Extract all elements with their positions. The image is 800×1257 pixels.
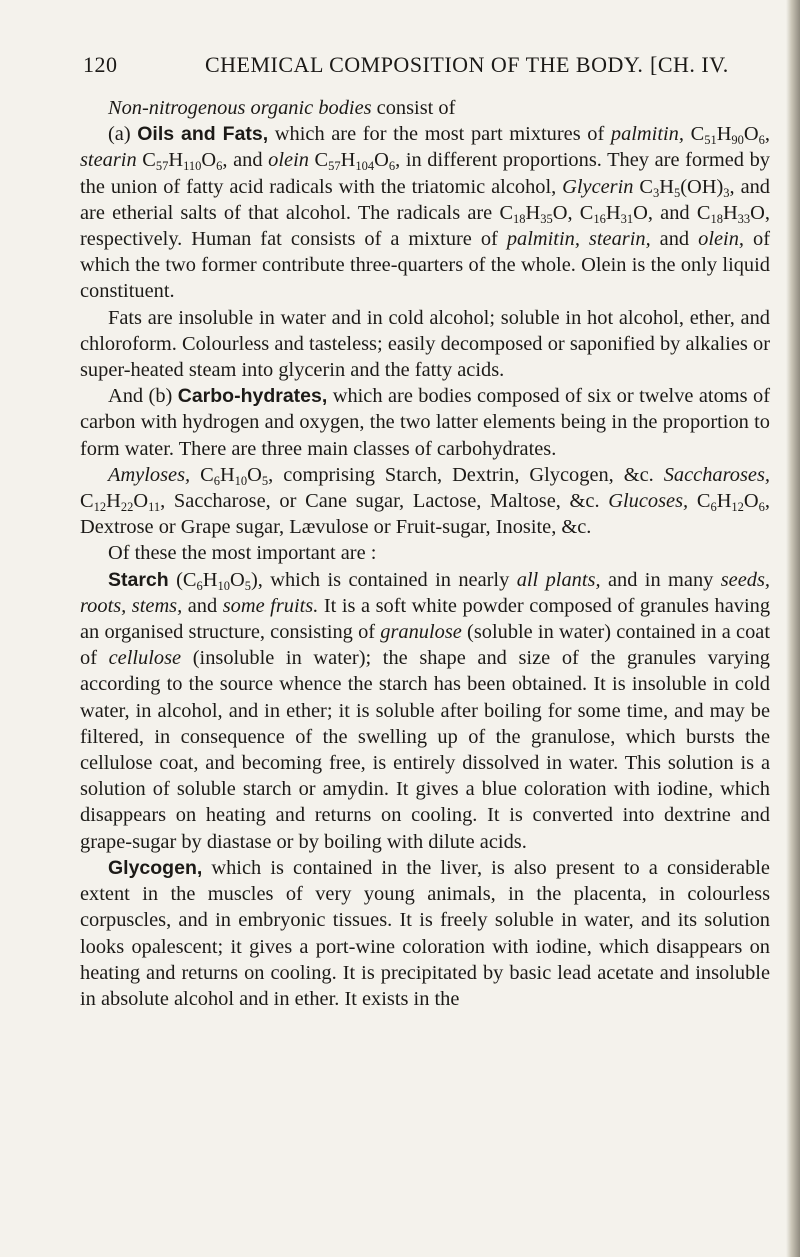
italic-run: stearin xyxy=(80,149,137,172)
text-run: (soluble in water) contained in a coat of xyxy=(80,621,770,670)
formula-subscript: 57 xyxy=(328,159,341,174)
text-run: O, respectively. Human fat consists of a mixture of xyxy=(80,201,770,251)
text-run: and xyxy=(650,228,699,251)
italic-run: olein, xyxy=(698,228,744,251)
text-run: It is a soft white powder composed of granules having an organised structure, consisting of xyxy=(80,594,771,644)
text-run: (C xyxy=(168,568,197,591)
formula-subscript: 12 xyxy=(93,500,107,515)
formula-subscript: 10 xyxy=(234,473,248,488)
running-title: CHEMICAL COMPOSITION OF THE BODY. xyxy=(205,52,644,77)
text-run: O, C xyxy=(552,201,594,224)
italic-run: olein xyxy=(268,149,309,172)
section-term: Carbo-hydrates, xyxy=(177,385,328,408)
formula-subscript: 11 xyxy=(148,500,161,515)
section-term: Glycogen, xyxy=(108,856,203,879)
paragraph-carbohydrates xyxy=(80,383,770,462)
formula-subscript: 18 xyxy=(710,211,723,226)
formula-subscript: 31 xyxy=(620,211,634,226)
running-header xyxy=(80,48,770,82)
text-run: And (b) xyxy=(108,385,178,408)
formula-subscript: 3 xyxy=(653,185,660,200)
formula-subscript: 90 xyxy=(731,133,744,148)
italic-run: Glycerin xyxy=(562,175,634,198)
text-run: H xyxy=(659,175,674,198)
text-run: ), which is contained in nearly xyxy=(250,568,517,591)
formula-subscript: 104 xyxy=(355,159,375,174)
formula-subscript: 6 xyxy=(213,473,220,488)
text-run: H xyxy=(716,490,732,513)
formula-subscript: 3 xyxy=(723,185,730,200)
italic-run: seeds, roots, stems, xyxy=(80,568,770,617)
chapter-marker: [CH. IV. xyxy=(650,52,729,77)
text-run: O, and C xyxy=(633,201,711,224)
formula-subscript: 6 xyxy=(710,500,717,515)
text-run: and xyxy=(182,594,223,617)
paragraph-glycogen xyxy=(80,855,770,1012)
section-term: Starch xyxy=(108,568,169,591)
text-run: , comprising Starch, Dextrin, Glycogen, &c. xyxy=(268,463,664,486)
text-run: H xyxy=(605,201,621,224)
text-run: H xyxy=(722,201,738,224)
formula-subscript: 6 xyxy=(758,133,765,148)
text-run: C xyxy=(80,490,94,513)
italic-run: some fruits. xyxy=(222,594,319,617)
text-run: C xyxy=(688,490,711,513)
italic-run: palmitin, xyxy=(610,123,684,146)
page-edge-shadow xyxy=(786,0,800,1257)
text-run: , xyxy=(764,123,771,146)
text-run: and in many xyxy=(600,568,721,591)
text-run: H xyxy=(202,568,218,591)
italic-run: Saccharoses, xyxy=(663,463,770,486)
text-run: O xyxy=(133,490,149,513)
text-run: of which the two former contribute three-quarters of the whole. Olein is the only liquid constituent. xyxy=(80,228,770,303)
formula-subscript: 5 xyxy=(674,185,681,200)
formula-subscript: 6 xyxy=(216,159,223,174)
formula-subscript: 33 xyxy=(737,211,751,226)
page-number: 120 xyxy=(83,52,118,77)
text-run: which are bodies composed of six or twelve atoms of carbon with hydrogen and oxygen, the two latter elements being in the proportion to form water. There are three main classes of carbohydrates. xyxy=(80,385,770,460)
text-run: H xyxy=(168,149,184,172)
formula-subscript: 51 xyxy=(704,133,717,148)
text-run: Of these the most important are : xyxy=(108,542,377,565)
text-run: H xyxy=(106,490,121,513)
formula-subscript: 5 xyxy=(244,578,251,593)
text-run: which is contained in the liver, is also present to a considerable extent in the muscles of very young animals, in the placenta, in colourless corpuscles, and in embryonic tissues. It is freely soluble in water, and its solution looks opalescent; it gives a port-wine coloration with iodine, which disappears on heating and returns on cooling. It is precipitated by basic lead acetate and insoluble in absolute alcohol and in ether. It exists in the xyxy=(80,856,770,1010)
formula-subscript: 18 xyxy=(513,211,526,226)
formula-subscript: 35 xyxy=(540,211,553,226)
book-page xyxy=(80,48,770,1012)
text-run: O xyxy=(201,149,217,172)
text-run: H xyxy=(525,201,541,224)
text-run: O xyxy=(229,568,245,591)
formula-subscript: 10 xyxy=(217,578,230,593)
italic-run: granulose xyxy=(380,621,462,644)
text-run: C xyxy=(683,123,705,146)
text-run: Fats are insoluble in water and in cold alcohol; soluble in hot alcohol, ether, and chloroform. Colourless and tasteless; easily decomposed or saponified by alkalies or super-heated steam into glycerin and the fatty acids. xyxy=(80,306,770,382)
text-run: (OH) xyxy=(680,175,724,198)
formula-subscript: 12 xyxy=(731,500,744,515)
formula-subscript: 6 xyxy=(758,500,765,515)
text-run: C xyxy=(633,175,654,198)
paragraph-intro xyxy=(80,95,770,121)
text-run: O xyxy=(247,463,262,486)
formula-subscript: 5 xyxy=(261,473,269,488)
text-run: H xyxy=(219,463,235,486)
text-run: which are for the most part mixtures of xyxy=(268,123,611,146)
section-term: Oils and Fats, xyxy=(137,123,269,146)
italic-run: Glucoses, xyxy=(608,490,689,513)
text-run: H xyxy=(340,149,356,172)
text-run: O xyxy=(743,123,759,146)
formula-subscript: 110 xyxy=(183,159,202,174)
text-run: O xyxy=(374,149,389,172)
italic-run: Amyloses, xyxy=(108,463,191,486)
paragraph-most-important xyxy=(80,540,770,566)
text-run: C xyxy=(308,149,329,172)
text-run: , and xyxy=(222,149,269,172)
text-run: C xyxy=(190,463,214,486)
text-run: C xyxy=(136,149,156,172)
italic-run: cellulose xyxy=(108,647,182,670)
text-run: , in different proportions. They are formed by the union of fatty acid radicals with the triatomic alcohol, xyxy=(80,149,770,198)
formula-subscript: 57 xyxy=(155,159,169,174)
formula-subscript: 16 xyxy=(593,211,606,226)
text-run: , Dextrose or Grape sugar, Lævulose or Fruit-sugar, Inosite, &c. xyxy=(80,490,771,539)
body-text xyxy=(80,95,770,1012)
text-run: (insoluble in water); the shape and size of the granules varying according to the source whence the starch has been obtained. It is insoluble in cold water, in alcohol, and in ether; it is soluble after boiling for some time, and may be filtered, in consequence of the swelling up of the granulose, which bursts the cellulose coat, and becoming free, is entirely dissolved in water. This solution is a solution of soluble starch or amydin. It gives a blue coloration with iodine, which disappears on heating and returns on cooling. It is converted into dextrine and grape-sugar by diastase or by boiling with dilute acids. xyxy=(80,647,770,853)
formula-subscript: 6 xyxy=(196,578,203,593)
paragraph-starch xyxy=(80,567,770,855)
text-run: , and are etherial salts of that alcohol. The radicals are C xyxy=(80,175,771,224)
text-run: , Saccharose, or Cane sugar, Lactose, Maltose, &c. xyxy=(160,490,609,513)
italic-run: Non-nitrogenous organic bodies xyxy=(108,97,372,119)
italic-run: palmitin, stearin, xyxy=(506,228,651,251)
formula-subscript: 6 xyxy=(388,159,396,174)
paragraph-oils-and-fats xyxy=(80,121,770,304)
italic-run: all plants, xyxy=(516,568,601,591)
formula-subscript: 22 xyxy=(120,500,134,515)
text-run: H xyxy=(716,123,732,146)
text-run: consist of xyxy=(371,97,456,119)
paragraph-carbohydrate-classes xyxy=(80,462,770,541)
paragraph-fat-solubility xyxy=(80,305,770,384)
text-run: O xyxy=(743,490,759,513)
text-run: (a) xyxy=(108,123,138,146)
